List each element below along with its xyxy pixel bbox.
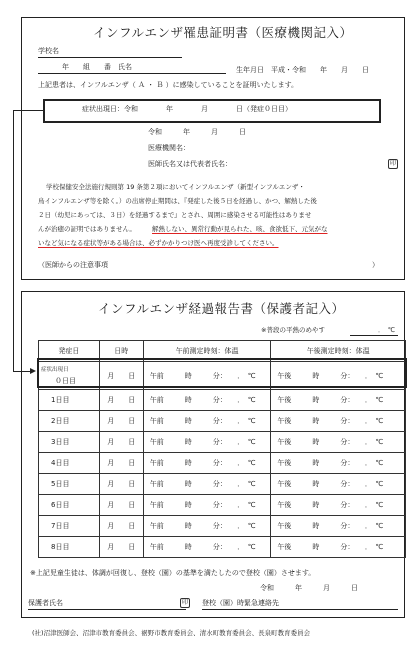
normal-temp-line xyxy=(350,335,398,336)
doctor-notes-label: （医師からの注意事項 xyxy=(38,261,108,269)
date-cell[interactable]: 月 日 xyxy=(99,537,143,558)
date-cell[interactable]: 月 日 xyxy=(99,474,143,495)
table-row xyxy=(39,411,406,432)
normal-temp-unit: ． ℃ xyxy=(378,326,396,334)
pm-cell[interactable]: 午後 時 分： ． ℃ xyxy=(271,390,406,411)
recovery-statement: ※上記児童生徒は、体調が回復し、登校（園）の基準を満たしたので登校（園）させます。 xyxy=(30,569,316,577)
header-date: 日時 xyxy=(99,341,143,362)
date-cell[interactable]: 月 日 xyxy=(99,495,143,516)
day-label: 6日目 xyxy=(39,495,100,516)
table-row xyxy=(39,432,406,453)
guardian-name-line xyxy=(28,609,186,610)
infection-statement: 上記患者は、インフルエンザ（ Ａ ・ Ｂ ）に感染していることを証明いたします。 xyxy=(38,81,299,89)
table-row xyxy=(39,516,406,537)
am-cell[interactable]: 午前 時 分： ． ℃ xyxy=(143,453,271,474)
pm-cell[interactable]: 午後 時 分： ． ℃ xyxy=(271,474,406,495)
am-cell[interactable]: 午前 時 分： ． ℃ xyxy=(143,474,271,495)
connector-line-vertical xyxy=(13,110,14,372)
day0-pm-cell[interactable]: 午後 時 分： ． ℃ xyxy=(271,362,406,390)
grade-class-line xyxy=(38,73,226,74)
recovery-date: 令和 年 月 日 xyxy=(260,584,358,592)
table-row xyxy=(39,537,406,558)
school-name-line xyxy=(38,57,182,58)
day-label: 5日目 xyxy=(39,474,100,495)
pm-cell[interactable]: 午後 時 分： ． ℃ xyxy=(271,453,406,474)
regulation-text-line4a: んが治癒の証明ではありません。 xyxy=(38,225,136,233)
regulation-warning-line5: いなど気になる症状等がある場合は、必ずかかりつけ医へ再度受診してください。 xyxy=(38,239,279,247)
birth-date-label: 生年月日 平成・令和 年 月 日 xyxy=(236,66,369,74)
school-name-label: 学校名 xyxy=(38,47,59,55)
day-label: 8日目 xyxy=(39,537,100,558)
date-cell[interactable]: 月 日 xyxy=(99,411,143,432)
day-label: 1日目 xyxy=(39,390,100,411)
pm-cell[interactable]: 午後 時 分： ． ℃ xyxy=(271,516,406,537)
day0-onset-label: 症状出現日 xyxy=(41,367,69,373)
pm-cell[interactable]: 午後 時 分： ． ℃ xyxy=(271,411,406,432)
day-label: 4日目 xyxy=(39,453,100,474)
certificate-date: 令和 年 月 日 xyxy=(148,128,246,136)
guardian-seal: 印 xyxy=(182,599,189,606)
am-cell[interactable]: 午前 時 分： ． ℃ xyxy=(143,390,271,411)
certificate-title: インフルエンザ罹患証明書（医療機関記入） xyxy=(93,25,353,40)
date-cell[interactable]: 月 日 xyxy=(99,516,143,537)
clinic-name-label: 医療機関名： xyxy=(148,144,190,152)
regulation-text-line2: 鳥インフルエンザ等を除く。）の出席停止期間は、『発症した後５日を経過し、かつ、解熱した後 xyxy=(38,197,317,205)
grade-class-name-label: 年 組 番 氏名 xyxy=(62,63,132,71)
day0-row-highlight xyxy=(37,358,407,388)
regulation-text-line1: 学校保健安全法施行規則第 19 条第２項においてインフルエンザ（新型インフルエンザ・ xyxy=(46,183,305,191)
date-cell[interactable]: 月 日 xyxy=(99,390,143,411)
pm-cell[interactable]: 午後 時 分： ． ℃ xyxy=(271,537,406,558)
day-label: 2日目 xyxy=(39,411,100,432)
day-label: 7日目 xyxy=(39,516,100,537)
doctor-seal: 印 xyxy=(390,160,397,167)
day0-label: ０日目 xyxy=(55,377,76,385)
am-cell[interactable]: 午前 時 分： ． ℃ xyxy=(143,432,271,453)
date-cell[interactable]: 月 日 xyxy=(99,453,143,474)
doctor-name-label: 医師氏名又は代表者氏名： xyxy=(148,160,232,168)
day0-date-cell[interactable]: 月 日 xyxy=(99,362,143,390)
onset-date-label: 症状出現日：令和 年 月 日（発症０日目） xyxy=(82,105,292,113)
report-title: インフルエンザ経過報告書（保護者記入） xyxy=(98,301,345,316)
table-row xyxy=(39,453,406,474)
table-row xyxy=(39,390,406,411)
doctor-notes-close: ） xyxy=(372,261,379,269)
emergency-contact-line xyxy=(202,609,398,610)
table-row xyxy=(39,474,406,495)
normal-temp-label: ※普段の平熱のめやす xyxy=(261,326,325,334)
day-label: 3日目 xyxy=(39,432,100,453)
day0-am-cell[interactable]: 午前 時 分： ． ℃ xyxy=(143,362,271,390)
header-pm-temp: 午後測定時刻：体温 xyxy=(271,341,406,362)
header-am-temp: 午前測定時刻：体温 xyxy=(143,341,271,362)
guardian-name-label: 保護者氏名 xyxy=(28,599,63,607)
date-cell[interactable]: 月 日 xyxy=(99,432,143,453)
connector-line-top xyxy=(13,110,44,111)
am-cell[interactable]: 午前 時 分： ． ℃ xyxy=(143,537,271,558)
pm-cell[interactable]: 午後 時 分： ． ℃ xyxy=(271,495,406,516)
regulation-text-line3: ２日（幼児にあっては、３日）を経過するまで』とされ、周囲に感染させる可能性はありませ xyxy=(38,211,312,219)
issuer-footer: (社)沼津医師会、沼津市教育委員会、裾野市教育委員会、清水町教育委員会、長泉町教育委員会 xyxy=(32,629,311,637)
pm-cell[interactable]: 午後 時 分： ． ℃ xyxy=(271,432,406,453)
header-onset-day: 発症日 xyxy=(39,341,100,362)
regulation-warning-line4: 解熱しない、異常行動が見られた、咳、食欲低下、元気がな xyxy=(152,225,328,233)
emergency-contact-label: 登校（園）時緊急連絡先 xyxy=(202,599,279,607)
table-row xyxy=(39,495,406,516)
am-cell[interactable]: 午前 時 分： ． ℃ xyxy=(143,495,271,516)
am-cell[interactable]: 午前 時 分： ． ℃ xyxy=(143,411,271,432)
am-cell[interactable]: 午前 時 分： ． ℃ xyxy=(143,516,271,537)
